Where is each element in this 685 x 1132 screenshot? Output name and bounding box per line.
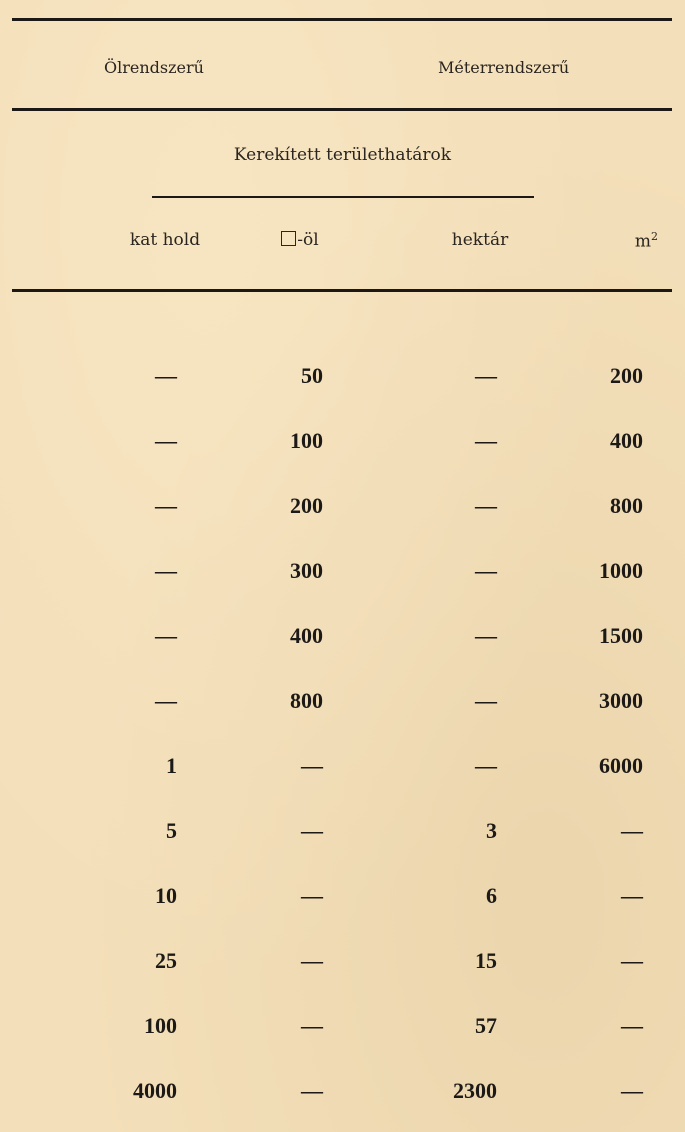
cell-kat-hold: 1 <box>166 753 177 778</box>
table-row <box>0 1071 685 1111</box>
top-rule <box>12 18 672 21</box>
cell-hektar: — <box>475 753 497 778</box>
cell-m2: — <box>621 818 643 843</box>
cell-kat-hold: — <box>155 363 177 388</box>
cell-hektar: 57 <box>475 1013 497 1038</box>
column-header-negyszogol-label: -öl <box>297 230 319 250</box>
table-row <box>0 746 685 786</box>
table-row <box>0 1006 685 1046</box>
cell-negyszogol: 300 <box>290 558 323 583</box>
cell-negyszogol: — <box>301 948 323 973</box>
header-left: Ölrendszerű <box>104 58 204 77</box>
table-row <box>0 681 685 721</box>
column-header-m2 <box>560 230 658 252</box>
cell-negyszogol: 100 <box>290 428 323 453</box>
column-header-negyszogol <box>245 230 355 250</box>
table-row <box>0 421 685 461</box>
column-header-m2-exponent: 2 <box>651 230 658 243</box>
cell-m2: 1000 <box>599 558 643 583</box>
cell-kat-hold: 4000 <box>133 1078 177 1103</box>
table-row <box>0 876 685 916</box>
cell-hektar: — <box>475 428 497 453</box>
table-row <box>0 551 685 591</box>
cell-m2: — <box>621 1078 643 1103</box>
table-header-rule <box>12 289 672 292</box>
column-header-kat-hold: kat hold <box>129 230 201 250</box>
square-icon <box>281 231 296 246</box>
table-row <box>0 811 685 851</box>
cell-kat-hold: 25 <box>155 948 177 973</box>
cell-m2: 800 <box>610 493 643 518</box>
cell-negyszogol: 400 <box>290 623 323 648</box>
cell-negyszogol: 200 <box>290 493 323 518</box>
cell-hektar: — <box>475 623 497 648</box>
cell-negyszogol: — <box>301 883 323 908</box>
table-row <box>0 616 685 656</box>
cell-m2: 3000 <box>599 688 643 713</box>
table-row <box>0 941 685 981</box>
cell-negyszogol: 800 <box>290 688 323 713</box>
group-title: Kerekített területhatárok <box>233 145 452 165</box>
cell-hektar: 2300 <box>453 1078 497 1103</box>
cell-hektar: — <box>475 363 497 388</box>
column-header-hektar: hektár <box>451 230 509 250</box>
cell-kat-hold: 10 <box>155 883 177 908</box>
group-underline <box>152 196 534 198</box>
cell-hektar: — <box>475 558 497 583</box>
cell-negyszogol: — <box>301 818 323 843</box>
cell-m2: 6000 <box>599 753 643 778</box>
cell-hektar: 15 <box>475 948 497 973</box>
cell-m2: 1500 <box>599 623 643 648</box>
cell-kat-hold: — <box>155 558 177 583</box>
cell-kat-hold: 5 <box>166 818 177 843</box>
cell-kat-hold: — <box>155 428 177 453</box>
cell-m2: — <box>621 948 643 973</box>
table-row <box>0 486 685 526</box>
cell-hektar: 6 <box>486 883 497 908</box>
cell-kat-hold: — <box>155 688 177 713</box>
cell-m2: 200 <box>610 363 643 388</box>
cell-m2: 400 <box>610 428 643 453</box>
header-rule <box>12 108 672 111</box>
cell-kat-hold: — <box>155 623 177 648</box>
cell-negyszogol: — <box>301 1078 323 1103</box>
cell-negyszogol: 50 <box>301 363 323 388</box>
header-right: Méterrendszerű <box>438 58 570 77</box>
cell-hektar: 3 <box>486 818 497 843</box>
table-row <box>0 356 685 396</box>
column-header-m2-base: m <box>634 231 651 252</box>
cell-m2: — <box>621 883 643 908</box>
cell-kat-hold: — <box>155 493 177 518</box>
cell-m2: — <box>621 1013 643 1038</box>
cell-negyszogol: — <box>301 753 323 778</box>
cell-negyszogol: — <box>301 1013 323 1038</box>
cell-kat-hold: 100 <box>144 1013 177 1038</box>
cell-hektar: — <box>475 493 497 518</box>
cell-hektar: — <box>475 688 497 713</box>
